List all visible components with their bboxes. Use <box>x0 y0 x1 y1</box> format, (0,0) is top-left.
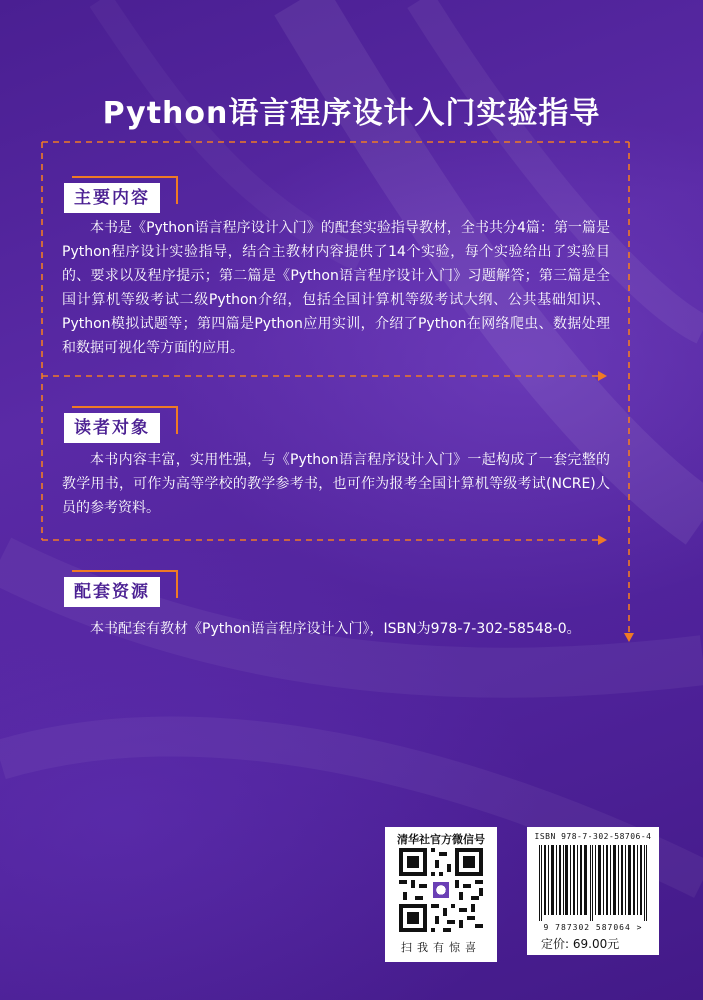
isbn-text: ISBN 978-7-302-58706-4 <box>534 832 652 841</box>
price-label: 定价: 69.00元 <box>541 937 620 951</box>
section-text-audience: 本书内容丰富，实用性强，与《Python语言程序设计入门》一起构成了一套完整的教学用书，可作为高等学校的教学参考书，也可作为报考全国计算机等级考试(NCRE)人员的参考资料。 <box>62 452 610 516</box>
ean-digits: 9 787302 587064 > <box>543 923 643 932</box>
section-label-audience: 读者对象 <box>64 413 160 443</box>
cover-title: Python语言程序设计入门实验指导 <box>102 96 601 131</box>
qr-code-card <box>385 827 497 962</box>
qr-caption: 扫我有惊喜 <box>401 941 481 954</box>
section-label-resources: 配套资源 <box>64 577 160 607</box>
qr-title: 清华社官方微信号 <box>397 833 485 846</box>
barcode-image <box>535 845 651 921</box>
qr-code-image <box>399 848 483 932</box>
section-text-resources: 本书配套有教材《Python语言程序设计入门》，ISBN为978-7-302-58548-0。 <box>90 621 581 637</box>
isbn-barcode-card <box>527 827 659 955</box>
section-label-main-content: 主要内容 <box>64 183 160 213</box>
section-text-main-content: 本书是《Python语言程序设计入门》的配套实验指导教材，全书共分4篇：第一篇是Python程序设计实验指导，结合主教材内容提供了14个实验，每个实验给出了实验目的、要求以及程序提示；第二篇是《Python语言程序设计入门》习题解答；第三篇是全国计算机等级考试二级Python介绍，包括全国计算机等级考试大纲、公共基础知识、Python模拟试题等；第四篇是Python应用实训，介绍了Python在网络爬虫、数据处理和数据可视化等方面的应用。 <box>62 220 610 356</box>
